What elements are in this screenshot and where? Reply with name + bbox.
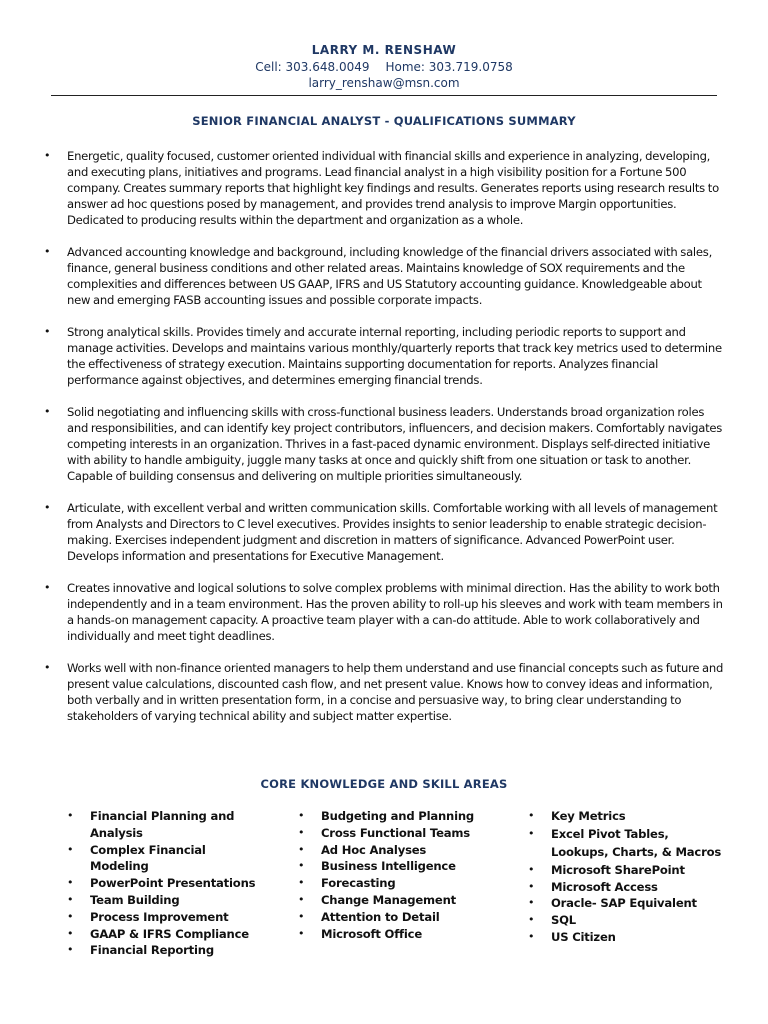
skills-title: CORE KNOWLEDGE AND SKILL AREAS — [260, 777, 508, 791]
skill-item-label: Process Improvement — [90, 909, 229, 924]
summary-bullet-text: Solid negotiating and influencing skills with cross-functional business leaders. Understands broad organization roles and responsibilities, and can identify key project contributors, influencers, and decision makers. Comfortably navigates competing interests in an organization. Thrives in a fast-paced dynamic environment. Displays self-directed initiative with ability to handle ambiguity, juggle many tasks at once and quickly shift from one situation or task to another. Capable of building consensus and delivering on multiple priorities simultaneously. — [67, 405, 723, 483]
summary-list — [0, 148, 768, 740]
bullet-icon: • — [44, 325, 51, 338]
bullet-icon: • — [298, 842, 305, 856]
skill-item — [298, 909, 498, 926]
summary-bullet-text: Works well with non-finance oriented managers to help them understand and use financial concepts such as future and present value calculations, discounted cash flow, and net present value. Knows how to convey ideas and information, both verbally and in written presentation form, in a concise and persuasive way, to bring clear understanding to stakeholders of varying technical ability and subject matter expertise. — [67, 661, 724, 723]
skill-item — [67, 875, 267, 892]
skill-item — [67, 892, 267, 909]
skills-column-3 — [528, 808, 728, 946]
bullet-icon: • — [67, 926, 74, 940]
skill-item — [298, 808, 498, 825]
skill-item-label: GAAP & IFRS Compliance — [90, 926, 249, 941]
skill-item — [298, 825, 498, 842]
bullet-icon: • — [298, 876, 305, 890]
skill-item — [298, 842, 498, 859]
bullet-icon: • — [67, 876, 74, 890]
summary-bullet — [0, 500, 768, 564]
skill-item-label: Ad Hoc Analyses — [321, 842, 427, 857]
bullet-icon: • — [298, 909, 305, 923]
skill-item — [528, 895, 728, 912]
bullet-icon: • — [528, 879, 535, 893]
summary-bullet — [0, 324, 768, 388]
bullet-icon: • — [528, 896, 535, 910]
skill-item-label: Forecasting — [321, 876, 396, 891]
skill-item-label: Excel Pivot Tables, Lookups, Charts, & Macros — [551, 826, 722, 860]
summary-title: SENIOR FINANCIAL ANALYST - QUALIFICATIONS SUMMARY — [192, 114, 576, 128]
skill-item — [528, 808, 728, 825]
summary-bullet — [0, 148, 768, 228]
skill-item — [528, 825, 728, 862]
skill-item — [298, 892, 498, 909]
bullet-icon: • — [67, 842, 74, 856]
summary-bullet — [0, 404, 768, 484]
skill-item — [67, 808, 267, 842]
bullet-icon: • — [44, 405, 51, 418]
skill-item-label: Microsoft Access — [551, 879, 658, 894]
skill-item-label: Oracle- SAP Equivalent — [551, 896, 697, 911]
skill-item — [67, 942, 267, 959]
skill-item-label: Key Metrics — [551, 809, 626, 823]
bullet-icon: • — [44, 149, 51, 162]
bullet-icon: • — [528, 929, 535, 943]
skill-item-label: Attention to Detail — [321, 909, 440, 924]
summary-bullet-text: Energetic, quality focused, customer oriented individual with financial skills and experience in analyzing, developing, and executing plans, initiatives and programs. Lead financial analyst in a high visibility position for a Fortune 500 company. Creates summary reports that highlight key findings and results. Generates reports using research results to answer ad hoc questions posed by management, and provides trend analysis to improve Margin opportunities. Dedicated to producing results within the department and organization as a whole. — [67, 149, 719, 227]
skill-item-label: Complex Financial Modeling — [90, 842, 206, 874]
skill-item-label: Business Intelligence — [321, 859, 456, 874]
phone-line — [0, 59, 768, 76]
summary-bullet-text: Strong analytical skills. Provides timely and accurate internal reporting, including periodic reports to support and manage activities. Develops and maintains various monthly/quarterly reports that track key metrics used to determine the effectiveness of strategy execution. Maintains supporting documentation for reports. Analyzes financial performance against objectives, and determines emerging financial trends. — [67, 325, 722, 387]
skill-item-label: Change Management — [321, 892, 456, 907]
bullet-icon: • — [44, 245, 51, 258]
skill-item-label: Budgeting and Planning — [321, 809, 474, 823]
candidate-name: LARRY M. RENSHAW — [311, 43, 457, 57]
bullet-icon: • — [528, 809, 535, 822]
skill-item-label: Microsoft SharePoint — [551, 862, 685, 877]
bullet-icon: • — [44, 581, 51, 594]
skill-item-label: Financial Planning and Analysis — [90, 809, 235, 840]
skill-item — [528, 862, 728, 879]
skill-item — [67, 842, 267, 876]
summary-bullet — [0, 244, 768, 308]
skill-item-label: SQL — [551, 913, 576, 928]
skill-item — [67, 909, 267, 926]
bullet-icon: • — [298, 859, 305, 873]
skill-item — [298, 875, 498, 892]
skill-item — [528, 929, 728, 946]
summary-bullet-text: Articulate, with excellent verbal and written communication skills. Comfortable working with all levels of management from Analysts and Directors to C level executives. Provides insights to senior leadership to enable strategic decision-making. Exercises independent judgment and discretion in matters of significance. Advanced PowerPoint user. Develops information and presentations for Executive Management. — [67, 501, 718, 563]
bullet-icon: • — [528, 862, 535, 876]
skill-item — [67, 926, 267, 943]
skill-item — [298, 858, 498, 875]
bullet-icon: • — [44, 661, 51, 674]
bullet-icon: • — [528, 826, 535, 840]
bullet-icon: • — [298, 809, 305, 822]
summary-bullet-text: Advanced accounting knowledge and background, including knowledge of the financial drivers associated with sales, finance, general business conditions and other related areas. Maintains knowledge of SOX requirements and the complexities and differences between US GAAP, IFRS and US Statutory accounting guidance. Knowledgeable about new and emerging FASB accounting issues and possible corporate impacts. — [67, 245, 713, 307]
skill-item-label: Financial Reporting — [90, 943, 214, 958]
summary-bullet — [0, 580, 768, 644]
skill-item — [298, 926, 498, 943]
bullet-icon: • — [67, 943, 74, 957]
summary-bullet — [0, 660, 768, 724]
summary-bullet-text: Creates innovative and logical solutions to solve complex problems with minimal direction. Has the ability to work both independently and in a team environment. Has the proven ability to roll-up his sleeves and work with team members in a hands-on management capacity. A proactive team player with a can-do attitude. Able to work collaboratively and individually and meet tight deadlines. — [67, 581, 723, 643]
bullet-icon: • — [67, 909, 74, 923]
skill-item-label: Team Building — [90, 892, 180, 907]
bullet-icon: • — [67, 809, 74, 822]
skill-item-label: Microsoft Office — [321, 926, 423, 941]
skills-column-1 — [67, 808, 267, 959]
bullet-icon: • — [44, 501, 51, 514]
skill-item — [528, 879, 728, 896]
skill-item-label: US Citizen — [551, 929, 616, 944]
skill-item-label: Cross Functional Teams — [321, 825, 470, 840]
contact-header — [0, 42, 768, 92]
email-address: larry_renshaw@msn.com — [308, 76, 460, 90]
skills-column-2 — [298, 808, 498, 942]
home-phone: Home: 303.719.0758 — [385, 59, 513, 74]
bullet-icon: • — [298, 892, 305, 906]
cell-phone: Cell: 303.648.0049 — [255, 59, 370, 74]
bullet-icon: • — [528, 913, 535, 927]
bullet-icon: • — [298, 926, 305, 940]
bullet-icon: • — [298, 825, 305, 839]
skill-item — [528, 912, 728, 929]
header-divider — [51, 95, 717, 96]
bullet-icon: • — [67, 892, 74, 906]
skill-item-label: PowerPoint Presentations — [90, 876, 256, 891]
